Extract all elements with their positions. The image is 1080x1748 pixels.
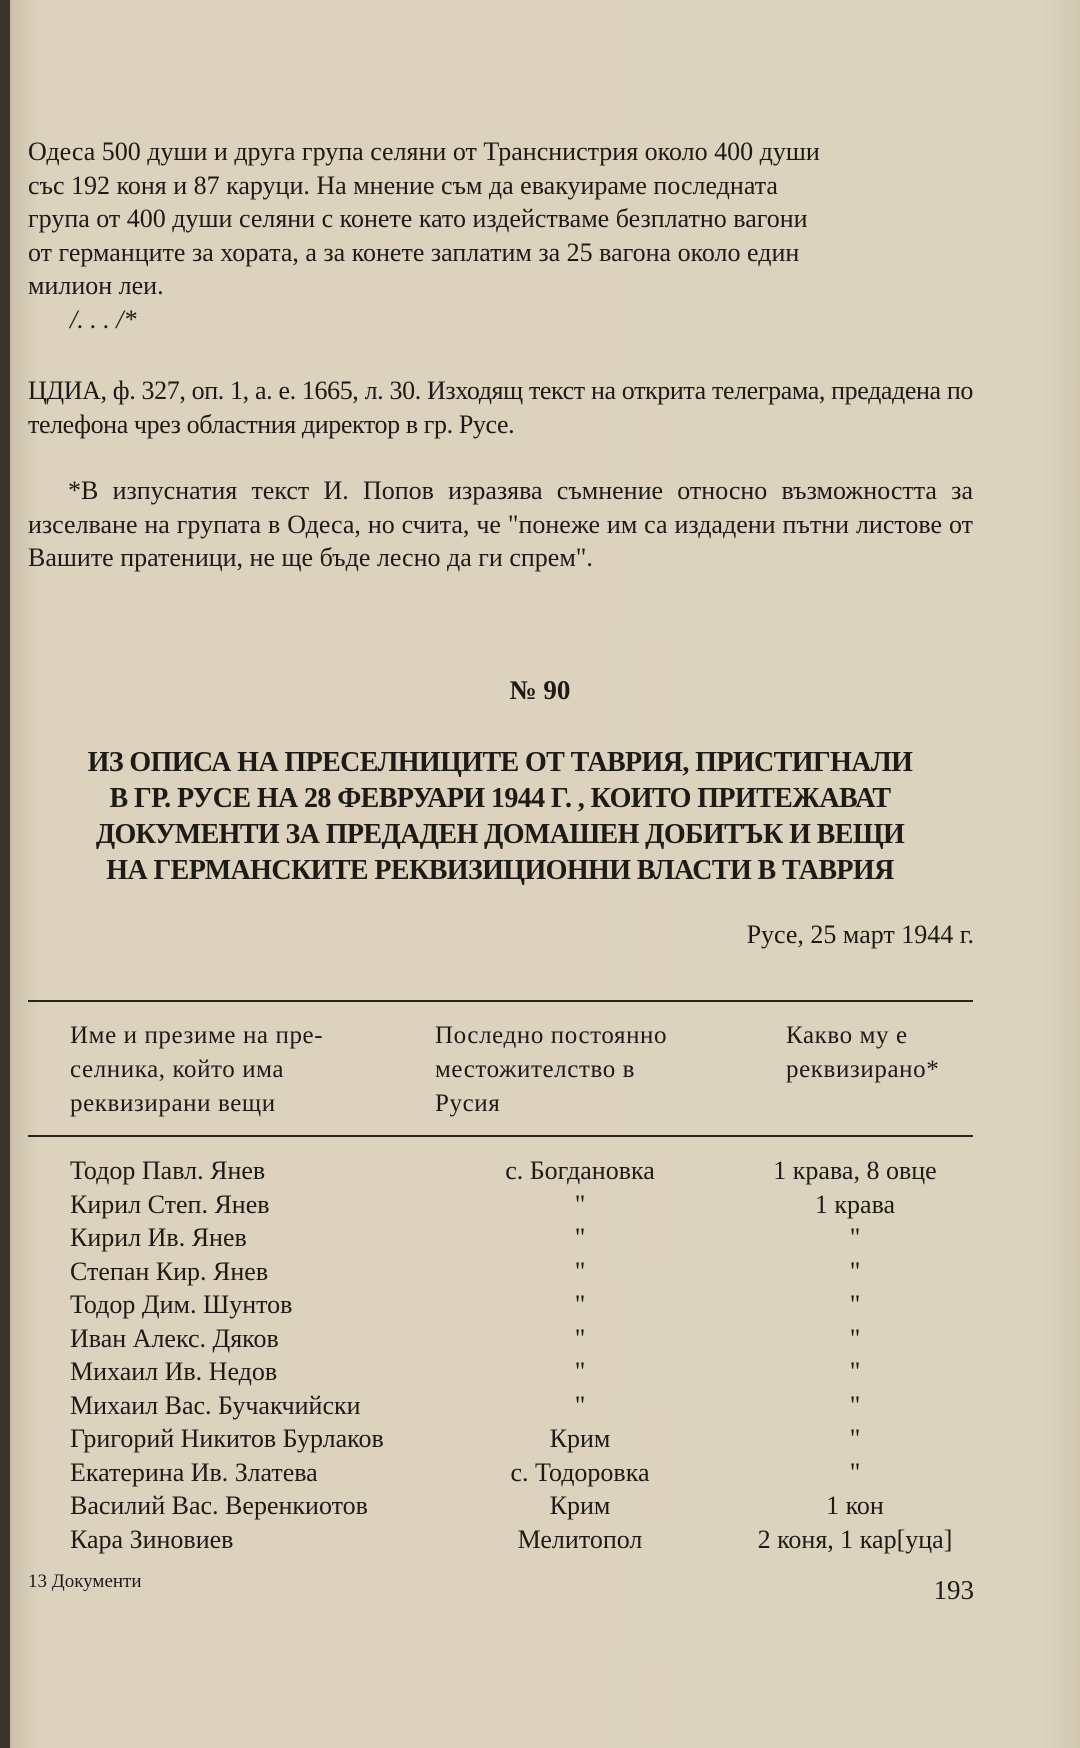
column-header-requisitioned	[786, 1019, 986, 1087]
header-line: Име и презиме на пре-	[70, 1022, 324, 1049]
table-row	[0, 1154, 1080, 1188]
cell-name: Кирил Ив. Янев	[70, 1223, 247, 1252]
intro-line: група от 400 души селяни с конете като издействаме безплатно вагони	[28, 204, 808, 233]
table-row	[0, 1355, 1080, 1389]
intro-line: със 192 коня и 87 каруци. На мнение съм да евакуираме последната	[28, 170, 778, 200]
intro-line: от германците за хората, а за конете заплатим за 25 вагона около един	[28, 237, 800, 267]
title-line: ИЗ ОПИСА НА ПРЕСЕЛНИЦИТЕ ОТ ТАВРИЯ, ПРИСТИГНАЛИ	[87, 747, 913, 778]
cell-residence: Крим	[549, 1491, 611, 1520]
cell-requisitioned: "	[849, 1457, 861, 1487]
intro-paragraph	[28, 135, 973, 303]
intro-line: Одеса 500 души и друга група селяни от Транснистрия около 400 души	[28, 137, 820, 166]
cell-requisitioned: 1 крава	[814, 1189, 896, 1219]
omission-mark: /. . . /*	[70, 305, 137, 334]
header-line: Какво му е	[786, 1022, 908, 1049]
table-top-rule	[28, 1000, 973, 1002]
cell-requisitioned: 1 крава, 8 овце	[773, 1156, 937, 1185]
archive-note: ЦДИА, ф. 327, оп. 1, а. е. 1665, л. 30. Изходящ текст на открита телеграма, предадена по телефона чрез областния директор в гр. Русе.	[28, 376, 973, 439]
table-row	[0, 1188, 1080, 1222]
table-row	[0, 1389, 1080, 1423]
intro-line: милион леи.	[28, 271, 164, 300]
cell-requisitioned: 2 коня, 1 кар[уца]	[757, 1524, 953, 1554]
place-date: Русе, 25 март 1944 г.	[746, 920, 974, 949]
cell-requisitioned: "	[849, 1323, 861, 1353]
title-line: НА ГЕРМАНСКИТЕ РЕКВИЗИЦИОННИ ВЛАСТИ В ТАВРИЯ	[106, 855, 894, 886]
cell-name: Кара Зиновиев	[70, 1524, 234, 1554]
cell-requisitioned: "	[849, 1256, 861, 1286]
cell-requisitioned: "	[849, 1357, 861, 1386]
title-line: ДОКУМЕНТИ ЗА ПРЕДАДЕН ДОМАШЕН ДОБИТЪК И ВЕЩИ	[95, 819, 905, 850]
page-number: 193	[933, 1575, 974, 1605]
table-row	[0, 1221, 1080, 1255]
column-header-residence	[435, 1019, 745, 1121]
header-line: реквизирано*	[786, 1056, 940, 1083]
cell-residence: "	[574, 1256, 586, 1286]
cell-name: Михаил Ив. Недов	[70, 1357, 278, 1386]
cell-requisitioned: "	[849, 1424, 861, 1453]
cell-requisitioned: "	[849, 1290, 861, 1319]
table-body	[0, 1154, 1080, 1556]
document-title	[30, 745, 970, 889]
header-line: Русия	[435, 1090, 501, 1117]
cell-residence: "	[574, 1357, 586, 1386]
cell-residence: с. Богдановка	[505, 1156, 655, 1185]
header-line: Последно постоянно	[435, 1022, 668, 1049]
cell-name: Степан Кир. Янев	[70, 1256, 269, 1286]
title-line: В ГР. РУСЕ НА 28 ФЕВРУАРИ 1944 Г. , КОИТО ПРИТЕЖАВАТ	[109, 783, 891, 814]
document-number: № 90	[509, 675, 571, 705]
cell-requisitioned: 1 кон	[826, 1491, 884, 1520]
cell-name: Кирил Степ. Янев	[70, 1189, 270, 1219]
footnote: *В изпуснатия текст И. Попов изразява съмнение относно възможността за изселване на групата в Одеса, но счита, че "понеже им са издадени пътни листове от Вашите пратеници, не ще бъде лесно да ги спрем".	[28, 476, 973, 572]
cell-residence: "	[574, 1323, 586, 1353]
cell-residence: Крим	[549, 1424, 611, 1453]
header-line: местожителство в	[435, 1056, 636, 1083]
cell-name: Тодор Павл. Янев	[70, 1156, 266, 1185]
cell-residence: "	[574, 1290, 586, 1319]
table-row	[0, 1489, 1080, 1523]
table-row	[0, 1255, 1080, 1289]
cell-name: Григорий Никитов Бурлаков	[70, 1424, 384, 1453]
table-row	[0, 1422, 1080, 1456]
cell-name: Василий Вас. Веренкиотов	[70, 1491, 368, 1520]
table-row	[0, 1456, 1080, 1490]
table-row	[0, 1523, 1080, 1557]
header-line: реквизирани вещи	[70, 1090, 276, 1117]
cell-name: Иван Алекс. Дяков	[70, 1323, 279, 1353]
cell-residence: "	[574, 1189, 586, 1219]
cell-name: Михаил Вас. Бучакчийски	[70, 1390, 361, 1420]
table-header-rule	[28, 1135, 973, 1137]
cell-residence: "	[574, 1223, 586, 1252]
cell-residence: "	[574, 1390, 586, 1420]
header-line: селника, който има	[70, 1056, 285, 1083]
cell-name: Екатерина Ив. Златева	[70, 1457, 318, 1487]
column-header-name	[70, 1019, 400, 1121]
cell-name: Тодор Дим. Шунтов	[70, 1290, 293, 1319]
table-row	[0, 1322, 1080, 1356]
table-row	[0, 1288, 1080, 1322]
cell-requisitioned: "	[849, 1390, 861, 1420]
book-signature: 13 Документи	[28, 1571, 142, 1592]
cell-residence: с. Тодоровка	[510, 1457, 650, 1487]
cell-residence: Мелитопол	[517, 1524, 643, 1554]
cell-requisitioned: "	[849, 1223, 861, 1252]
